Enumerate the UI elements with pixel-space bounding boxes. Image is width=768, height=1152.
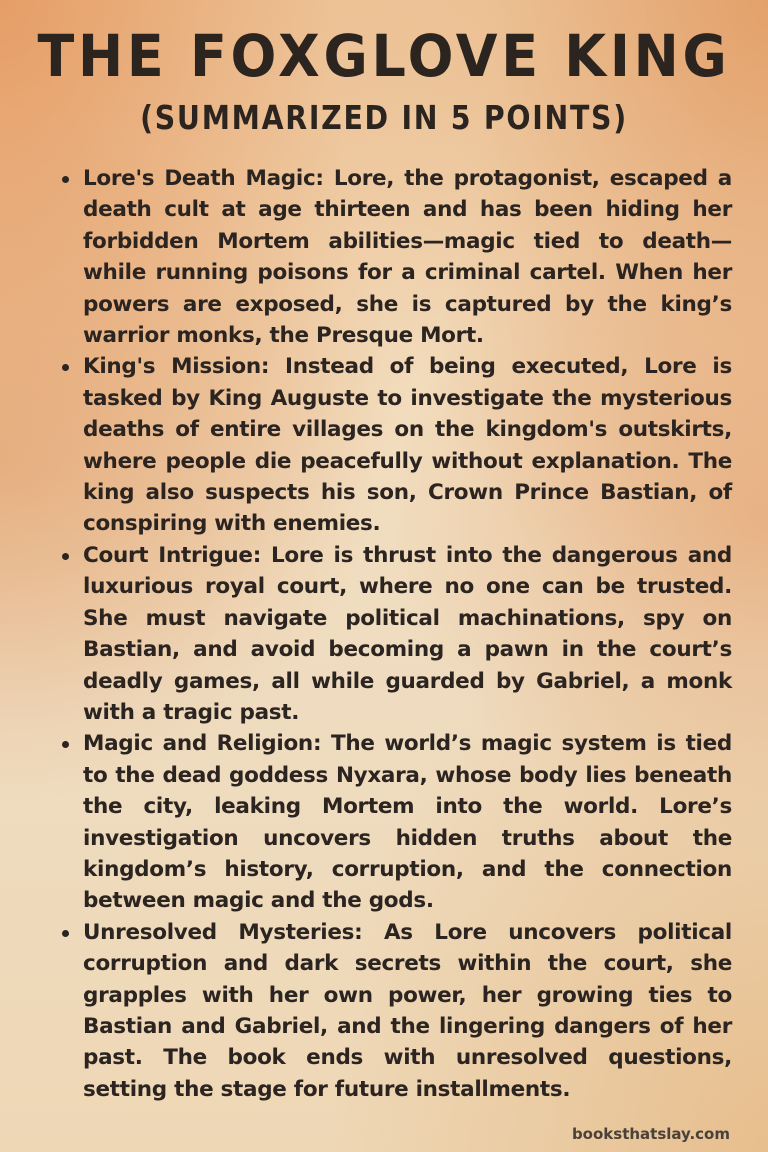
summary-point xyxy=(60,917,732,1105)
point-heading: Lore's Death Magic: xyxy=(83,166,324,191)
point-heading: Court Intrigue: xyxy=(83,542,261,568)
point-text: Lore, the protagonist, escaped a death cult at age thirteen and has been hiding her forbidden Mortem abilities—magic tied to death—while running poisons for a criminal cartel. When her powers are exposed, she is captured by the king’s warrior monks, the Presque Mort. xyxy=(83,166,732,349)
site-watermark: booksthatslay.com xyxy=(571,1125,730,1143)
bullet-icon xyxy=(62,364,69,371)
summary-point xyxy=(60,540,732,728)
point-text: As Lore uncovers political corruption and dark secrets within the court, she grapples with her own power, her growing ties to Bastian and Gabriel, and the lingering dangers of her past. The book ends with unresolved questions, setting the stage for future installments. xyxy=(83,919,732,1102)
page-title: THE FOXGLOVE KING xyxy=(37,22,731,90)
bullet-icon xyxy=(62,553,69,560)
bullet-icon xyxy=(62,930,69,937)
point-heading: Magic and Religion: xyxy=(83,731,322,757)
summary-point xyxy=(60,163,732,351)
bullet-icon xyxy=(62,176,69,183)
point-text: Lore is thrust into the dangerous and luxurious royal court, where no one can be trusted. She must navigate political machinations, spy on Bastian, and avoid becoming a pawn in the court’s deadly games, all while guarded by Gabriel, a monk with a tragic past. xyxy=(83,542,732,725)
point-text: The world’s magic system is tied to the dead goddess Nyxara, whose body lies beneath the city, leaking Mortem into the world. Lore’s investigation uncovers hidden truths about the kingdom’s history, corruption, and the connection between magic and the gods. xyxy=(83,731,732,914)
summary-points-list xyxy=(60,163,732,1105)
point-heading: King's Mission: xyxy=(83,354,270,380)
point-heading: Unresolved Mysteries: xyxy=(83,919,363,945)
point-text: Instead of being executed, Lore is tasked by King Auguste to investigate the mysterious deaths of entire villages on the kingdom's outskirts, where people die peacefully without explanation. The king also suspects his son, Crown Prince Bastian, of conspiring with enemies. xyxy=(83,354,732,537)
bullet-icon xyxy=(62,741,69,748)
summary-point xyxy=(60,728,732,916)
summary-point xyxy=(60,351,732,539)
page-subtitle: (SUMMARIZED IN 5 POINTS) xyxy=(140,98,628,137)
